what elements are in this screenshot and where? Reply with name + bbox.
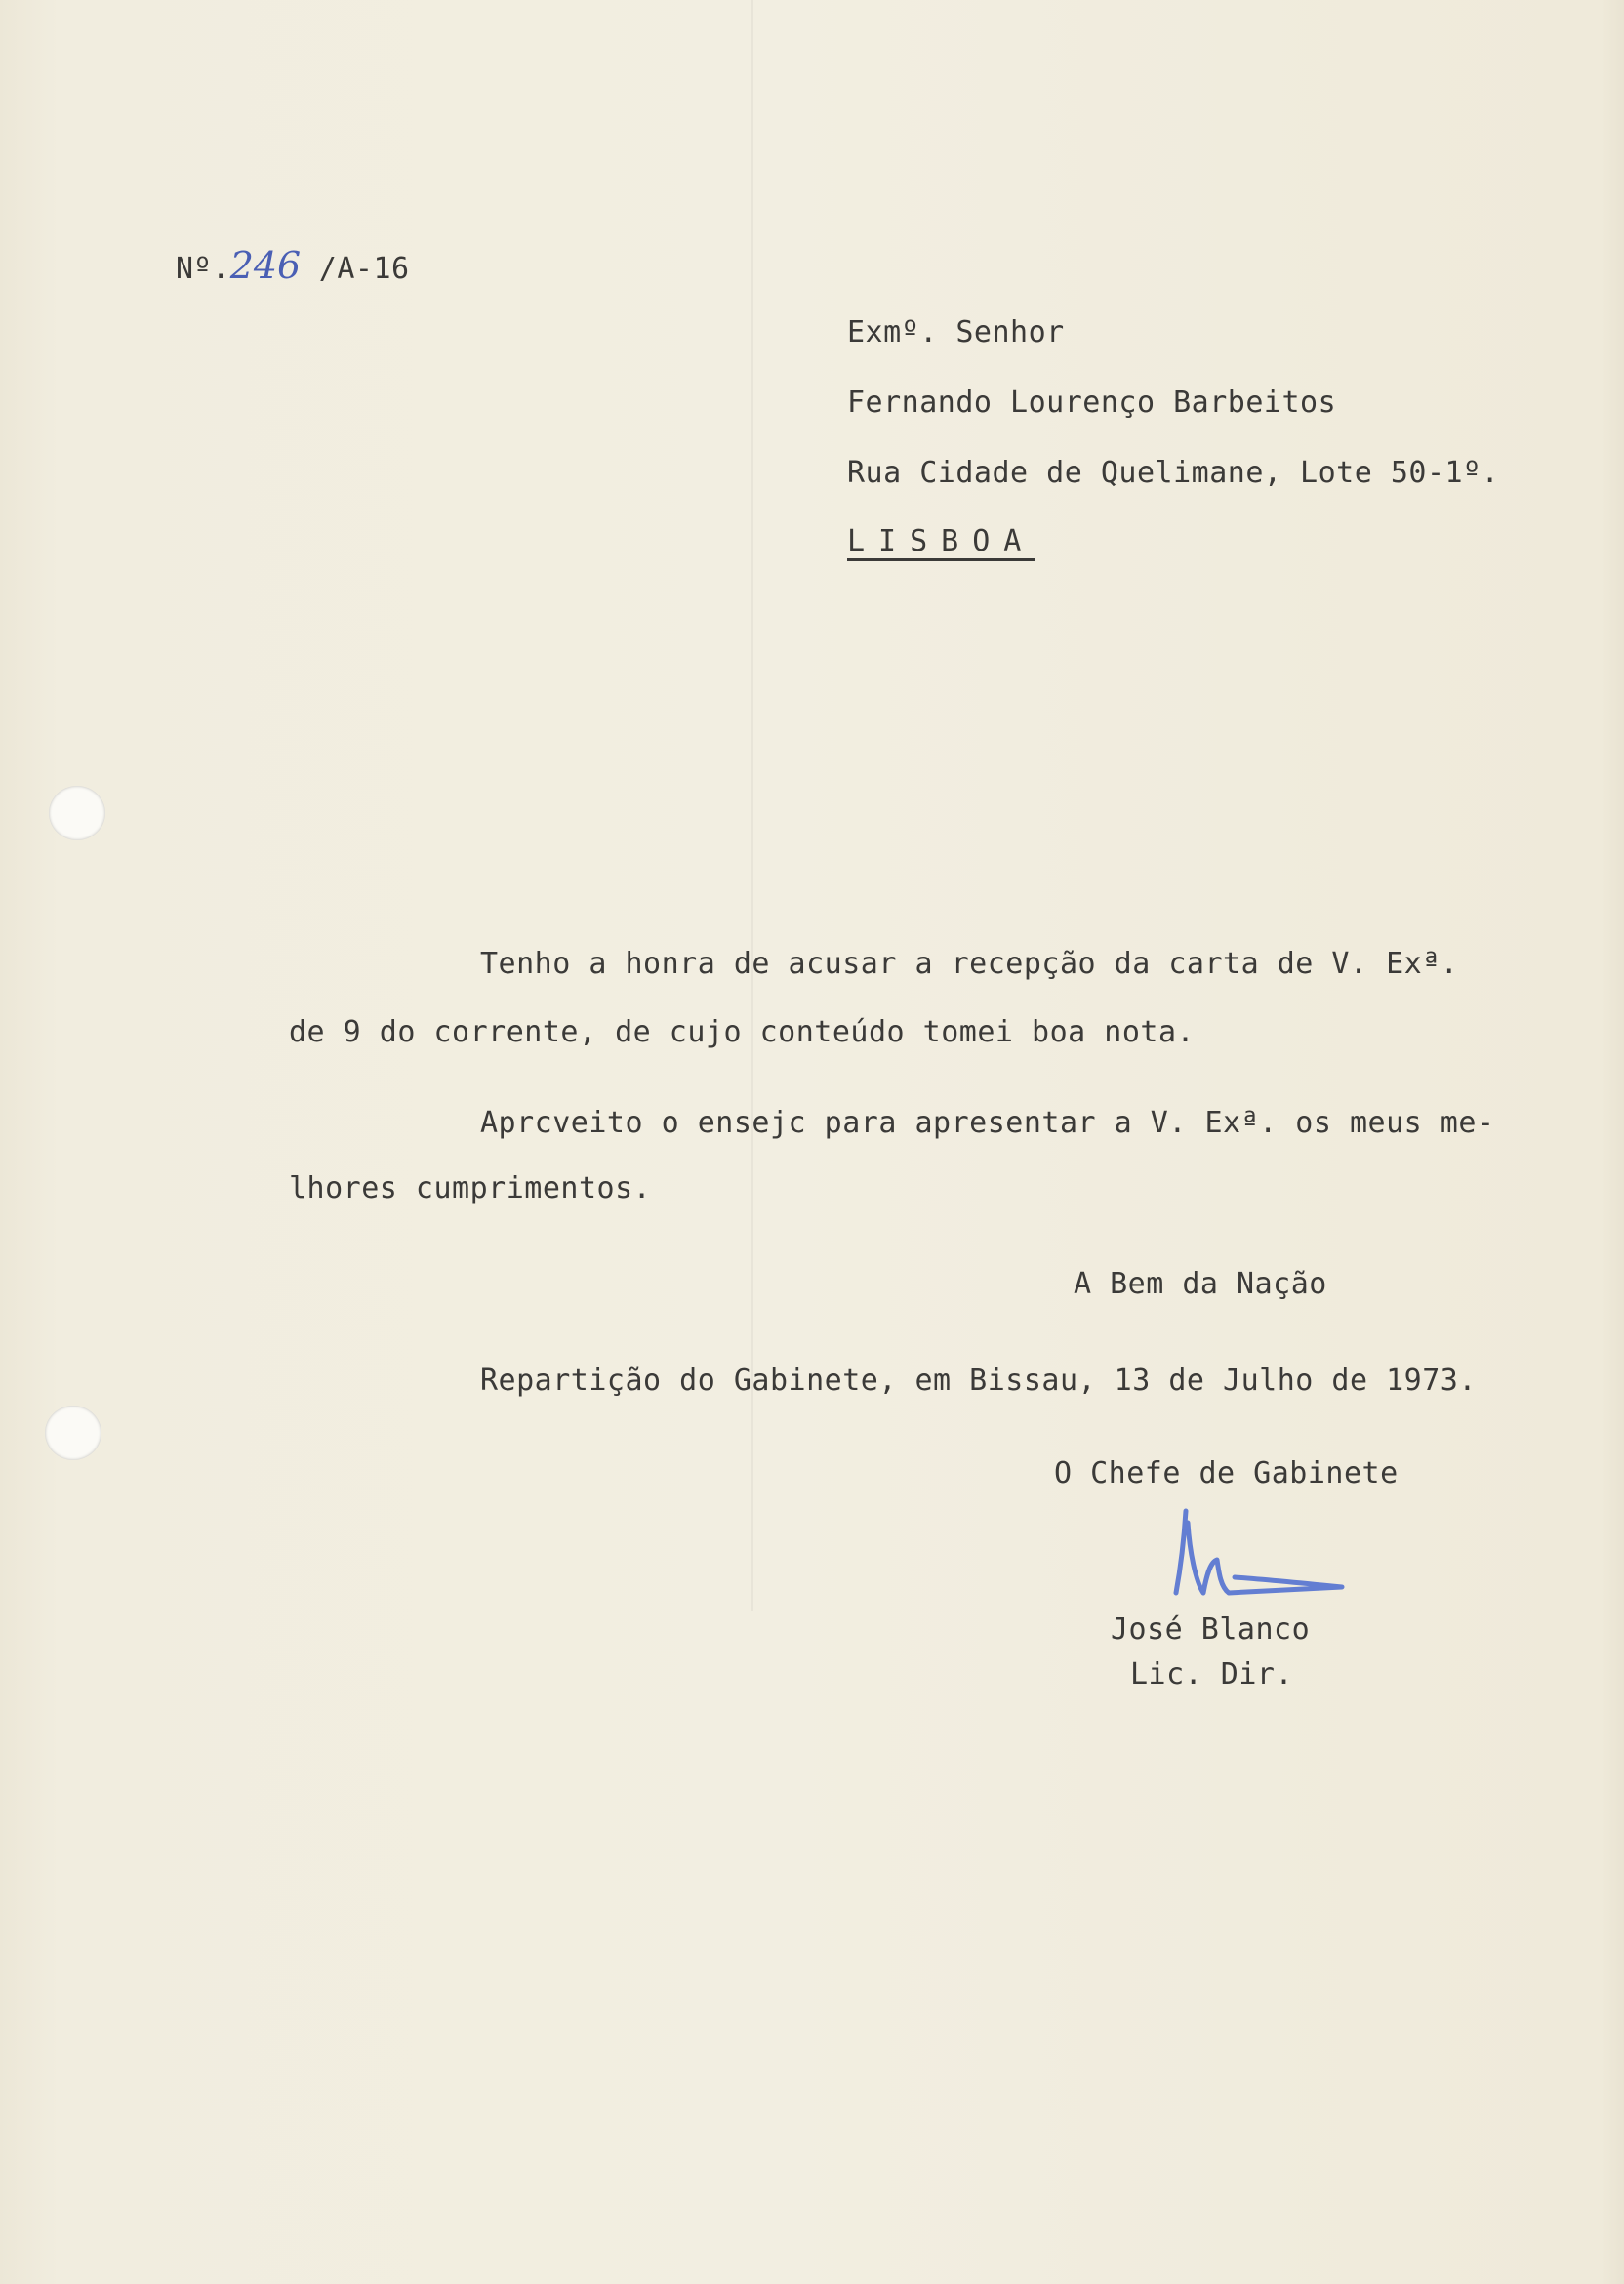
recipient-address: Rua Cidade de Quelimane, Lote 50-1º. bbox=[847, 456, 1500, 490]
reference-prefix: Nº. bbox=[176, 252, 230, 286]
punch-hole-bottom bbox=[45, 1406, 102, 1460]
body-paragraph-1-line-2: de 9 do corrente, de cujo conteúdo tomei boa nota. bbox=[289, 1015, 1196, 1049]
reference-suffix: /A-16 bbox=[318, 252, 410, 286]
body-paragraph-2-line-2: lhores cumprimentos. bbox=[289, 1171, 652, 1205]
body-paragraph-1-line-1: Tenho a honra de acusar a recepção da carta de V. Exª. bbox=[480, 947, 1459, 981]
reference-handwritten-number: 246 bbox=[229, 244, 302, 287]
signer-name: José Blanco bbox=[1111, 1612, 1311, 1647]
place-and-date: Repartição do Gabinete, em Bissau, 13 de Julho de 1973. bbox=[480, 1364, 1477, 1398]
signer-title: O Chefe de Gabinete bbox=[1054, 1456, 1399, 1490]
recipient-name: Fernando Lourenço Barbeitos bbox=[847, 386, 1337, 420]
signer-credential: Lic. Dir. bbox=[1130, 1657, 1294, 1692]
recipient-salutation: Exmº. Senhor bbox=[847, 315, 1065, 349]
body-paragraph-2-line-1: Aprcveito o ensejc para apresentar a V. Exª. os meus me- bbox=[480, 1106, 1495, 1140]
closing-motto: A Bem da Nação bbox=[1074, 1267, 1327, 1301]
reference-number bbox=[176, 244, 410, 287]
punch-hole-top bbox=[49, 786, 105, 840]
recipient-city: LISBOA bbox=[847, 524, 1035, 558]
